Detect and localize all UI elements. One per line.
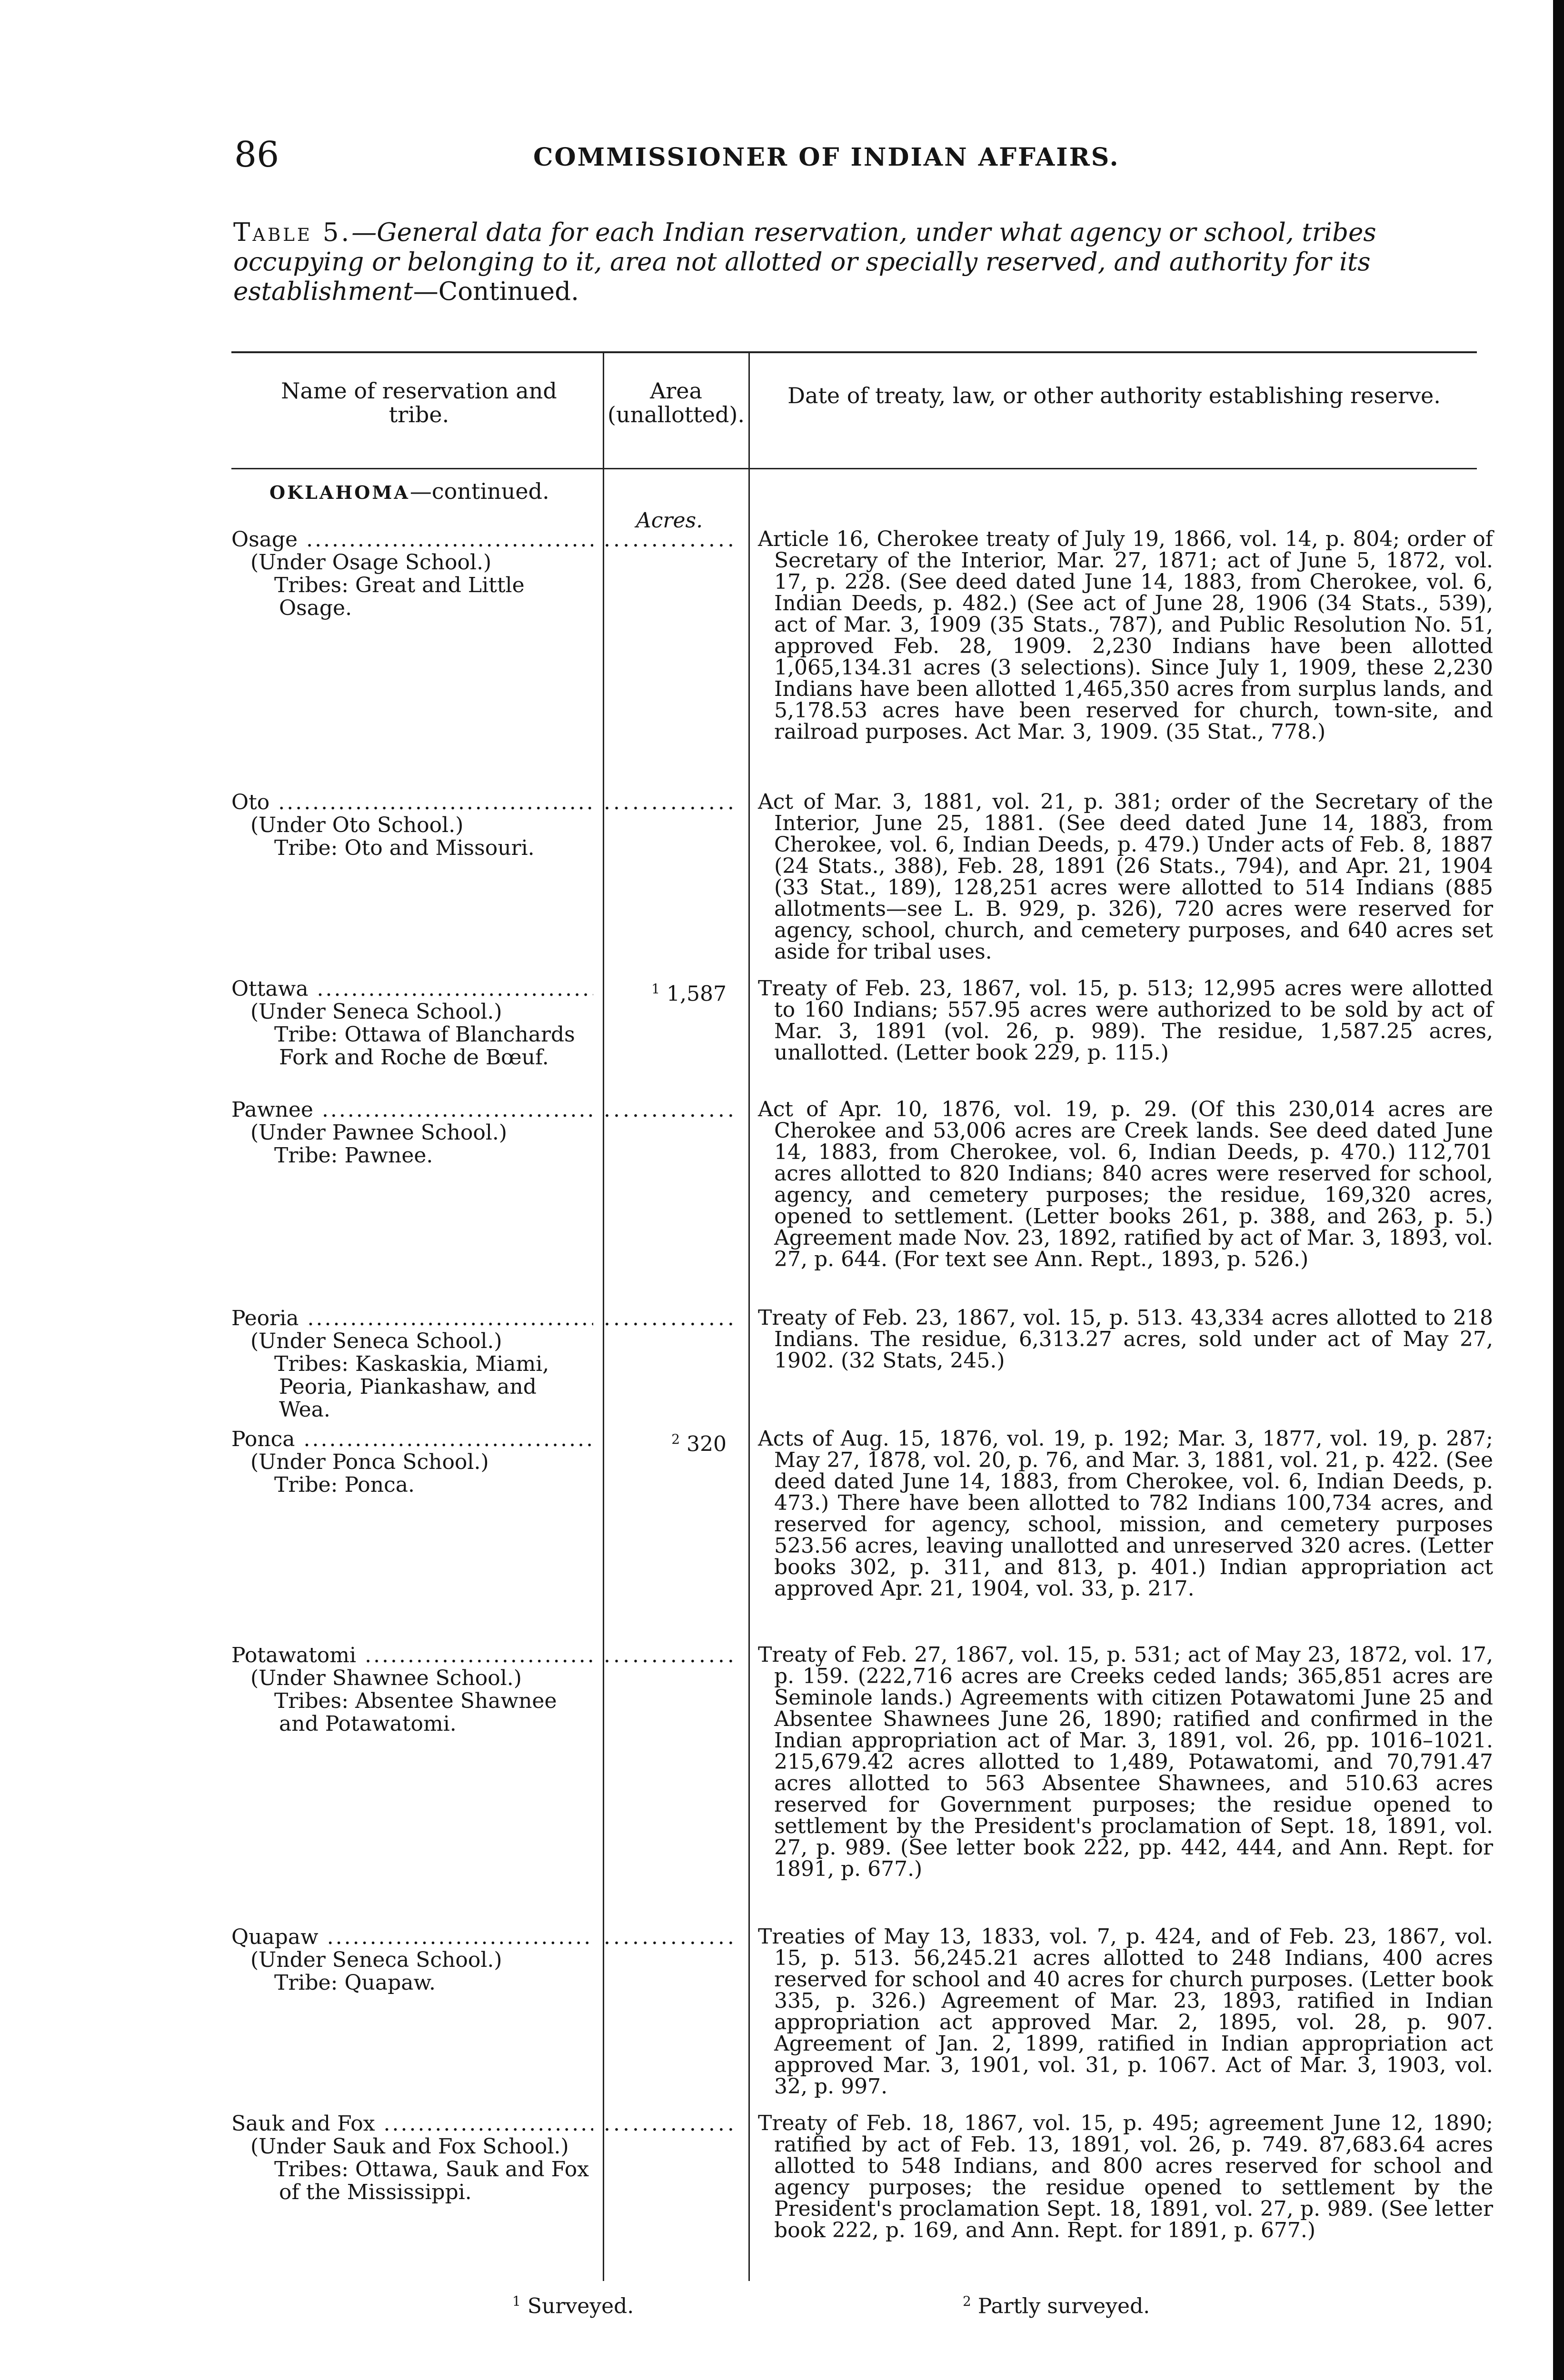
reservation-cell — [231, 2112, 593, 2204]
tribes: Tribe: Quapaw. — [274, 1971, 436, 1995]
section-state: OKLAHOMA — [269, 482, 410, 503]
authority-text: Acts of Aug. 15, 1876, vol. 19, p. 192; Mar. 3, 1877, vol. 19, p. 287; May 27, 1878, vol. 20, p. 76, and Mar. 3, 1881, vol. 21, p. 422. (See deed dated June 14, 1883, from Cherokee, vol. 6, Indian Deeds, p. 473.) There have been allotted to 782 Indians 100,734 acres, and reserved for agency, school, mission, and cemetery purposes 523.56 acres, leaving unallotted and unreserved 320 acres. (Letter books 302, p. 311, and 813, p. 401.) Indian appropriation act approved Apr. 21, 1904, vol. 33, p. 217. — [758, 1427, 1493, 1601]
agency-school: (Under Oto School.) — [250, 813, 464, 837]
tribes: Tribe: Ponca. — [274, 1473, 415, 1497]
reservation-name: Oto ..... — [231, 791, 593, 814]
authority-text: Treaty of Feb. 23, 1867, vol. 15, p. 513. 43,334 acres allotted to 218 Indians. The residue, 6,313.27 acres, sold under act of May 27, 1902. (32 Stats, 245.) — [758, 1306, 1493, 1373]
authority-text: Treaty of Feb. 18, 1867, vol. 15, p. 495; agreement June 12, 1890; ratified by act of Feb. 13, 1891, vol. 26, p. 749. 87,683.64 acres allotted to 548 Indians, and 800 acres reserved for school and agency purposes; the residue opened to settlement by the President's proclamation Sept. 18, 1891, vol. 27, p. 989. (See letter book 222, p. 169, and Ann. Rept. for 1891, p. 677.) — [758, 2111, 1493, 2242]
tribes: Tribe: Ottawa of Blanchards Fork and Roche de Bœuf. — [274, 1022, 575, 1070]
reservation-name: Sauk and Fox ..... — [231, 2112, 593, 2135]
area-cell — [604, 2112, 733, 2135]
tribes: Tribes: Ottawa, Sauk and Fox of the Mississippi. — [274, 2157, 589, 2204]
reservation-name: Pawnee ..... — [231, 1099, 593, 1121]
reservation-cell — [231, 791, 593, 860]
header-area: Area (unallotted). — [608, 378, 745, 427]
section-title — [269, 478, 549, 504]
area-cell — [604, 1428, 733, 1456]
tribes: Tribe: Pawnee. — [274, 1143, 433, 1168]
area-value: $^2$ 320 — [671, 1431, 727, 1456]
area-cell — [604, 978, 733, 1006]
agency-school: (Under Seneca School.) — [250, 1000, 502, 1024]
tribes: Tribe: Oto and Missouri. — [274, 836, 535, 860]
authority-text: Act of Mar. 3, 1881, vol. 21, p. 381; order of the Secretary of the Interior, June 25, 1881. (See deed dated June 14, 1883, from Cherokee, vol. 6, Indian Deeds, p. 479.) Under acts of Feb. 8, 1887 (24 Stats., 388), Feb. 28, 1891 (26 Stats., 794), and Apr. 21, 1904 (33 Stat., 189), 128,251 acres were allotted to 514 Indians (885 allotments—see L. B. 929, p. 326), 720 acres were reserved for agency, school, church, and cemetery purposes, and 640 acres set aside for tribal uses. — [758, 790, 1493, 964]
authority-text: Act of Apr. 10, 1876, vol. 19, p. 29. (Of this 230,014 acres are Cherokee and 53,006 acres are Creek lands. See deed dated June 14, 1883, from Cherokee, vol. 6, Indian Deeds, p. 470.) 112,701 acres allotted to 820 Indians; 840 acres were reserved for school, agency, and cemetery purposes; the residue, 169,320 acres, opened to settlement. (Letter books 261, p. 388, and 263, p. 5.) Agreement made Nov. 23, 1892, ratified by act of Mar. 3, 1893, vol. 27, p. 644. (For text see Ann. Rept., 1893, p. 526.) — [758, 1097, 1493, 1271]
reservation-name: Ottawa ..... — [231, 978, 593, 1001]
header-name: Name of reservation and tribe. — [281, 378, 557, 427]
footnote-text: Partly surveyed. — [977, 2294, 1150, 2319]
footnote-2 — [963, 2293, 1150, 2319]
agency-school: (Under Seneca School.) — [250, 1948, 502, 1972]
reservation-name: Potawatomi ..... — [231, 1644, 593, 1667]
reservation-cell — [231, 528, 593, 620]
area-cell — [604, 1926, 733, 1949]
reservation-cell — [231, 1307, 593, 1421]
reservation-cell — [231, 978, 593, 1069]
reservation-cell — [231, 1644, 593, 1735]
footnote-ref: 2 — [671, 1431, 680, 1447]
area-cell — [604, 1099, 733, 1121]
table-top-rule — [231, 351, 1477, 353]
section-continued: —continued. — [409, 478, 549, 504]
reservation-cell — [231, 1099, 593, 1167]
header-bottom-rule — [231, 468, 1477, 469]
authority-text: Treaty of Feb. 27, 1867, vol. 15, p. 531; act of May 23, 1872, vol. 17, p. 159. (222,716 acres are Creeks ceded lands; 365,851 acres are Seminole lands.) Agreements with citizen Potawatomi June 25 and Absentee Shawnees June 26, 1890; ratified and confirmed in the Indian appropriation act of Mar. 3, 1891, vol. 26, pp. 1016–1021. 215,679.42 acres allotted to 1,489, Potawatomi, and 70,791.47 acres allotted to 563 Absentee Shawnees, and 510.63 acres reserved for Government purposes; the residue opened to settlement by the President's proclamation of Sept. 18, 1891, vol. 27, p. 989. (See letter book 222, pp. 442, 444, and Ann. Rept. for 1891, p. 677.) — [758, 1643, 1493, 1881]
footnote-text: Surveyed. — [527, 2294, 634, 2319]
tribes: Tribes: Great and Little Osage. — [274, 573, 525, 620]
reservation-name: Quapaw ..... — [231, 1926, 593, 1949]
footnote-mark: 2 — [963, 2293, 971, 2309]
reservation-name: Peoria ..... — [231, 1307, 593, 1330]
agency-school: (Under Osage School.) — [250, 550, 492, 575]
reservation-name: Ponca ..... — [231, 1428, 593, 1451]
area-cell — [604, 791, 733, 814]
column-divider-2 — [748, 353, 750, 2281]
reservation-cell — [231, 1926, 593, 1994]
table-title: —General data for each Indian reservation, under what agency or school, tribes occupying or belonging to it, area not allotted or specially reserved, and authority for its establishment — [233, 218, 1376, 306]
table-label: Table 5. — [233, 218, 352, 247]
authority-text: Treaties of May 13, 1833, vol. 7, p. 424, and of Feb. 23, 1867, vol. 15, p. 513. 56,245.21 acres allotted to 248 Indians, 400 acres reserved for school and 40 acres for church purposes. (Letter book 335, p. 326.) Agreement of Mar. 23, 1893, ratified in Indian appropriation act approved Mar. 2, 1895, vol. 28, p. 907. Agreement of Jan. 2, 1899, ratified in Indian appropriation act approved Mar. 3, 1901, vol. 31, p. 1067. Act of Mar. 3, 1903, vol. 32, p. 997. — [758, 1924, 1493, 2099]
authority-text: Article 16, Cherokee treaty of July 19, 1866, vol. 14, p. 804; order of Secretary of the Interior, Mar. 27, 1871; act of June 5, 1872, vol. 17, p. 228. (See deed dated June 14, 1883, from Cherokee, vol. 6, Indian Deeds, p. 482.) (See act of June 28, 1906 (34 Stats., 539), act of Mar. 3, 1909 (35 Stats., 787), and Public Resolution No. 51, approved Feb. 28, 1909. 2,230 Indians have been allotted 1,065,134.31 acres (3 selections). Since July 1, 1909, these 2,230 Indians have been allotted 1,465,350 acres from surplus lands, and 5,178.53 acres have been reserved for church, town-site, and railroad purposes. Act Mar. 3, 1909. (35 Stat., 778.) — [758, 527, 1493, 744]
reservation-cell — [231, 1428, 593, 1497]
area-cell — [604, 528, 733, 551]
tribes: Tribes: Kaskaskia, Miami, Peoria, Piankashaw, and Wea. — [274, 1352, 549, 1422]
agency-school: (Under Sauk and Fox School.) — [250, 2134, 569, 2159]
area-value: $^1$ 1,587 — [651, 981, 727, 1006]
footnote-ref: 1 — [651, 981, 660, 997]
authority-text: Treaty of Feb. 23, 1867, vol. 15, p. 513; 12,995 acres were allotted to 160 Indians; 557.95 acres were authorized to be sold by act of Mar. 3, 1891 (vol. 26, p. 989). The residue, 1,587.25 acres, unallotted. (Letter book 229, p. 115.) — [758, 976, 1493, 1065]
area-unit: Acres. — [636, 508, 703, 533]
agency-school: (Under Pawnee School.) — [250, 1121, 508, 1145]
agency-school: (Under Shawnee School.) — [250, 1666, 522, 1690]
agency-school: (Under Seneca School.) — [250, 1329, 502, 1353]
header-authority: Date of treaty, law, or other authority establishing reserve. — [787, 383, 1441, 408]
page-number: 86 — [234, 134, 279, 175]
reservation-name: Osage ..... — [231, 528, 593, 551]
footnote-mark: 1 — [512, 2293, 521, 2309]
table-continued: —Continued. — [413, 277, 579, 306]
area-cell — [604, 1307, 733, 1330]
running-title: COMMISSIONER OF INDIAN AFFAIRS. — [533, 143, 1120, 172]
footnote-1 — [512, 2293, 634, 2319]
area-cell — [604, 1644, 733, 1667]
tribes: Tribes: Absentee Shawnee and Potawatomi. — [274, 1689, 557, 1736]
agency-school: (Under Ponca School.) — [250, 1450, 489, 1474]
table-caption — [233, 218, 1490, 307]
